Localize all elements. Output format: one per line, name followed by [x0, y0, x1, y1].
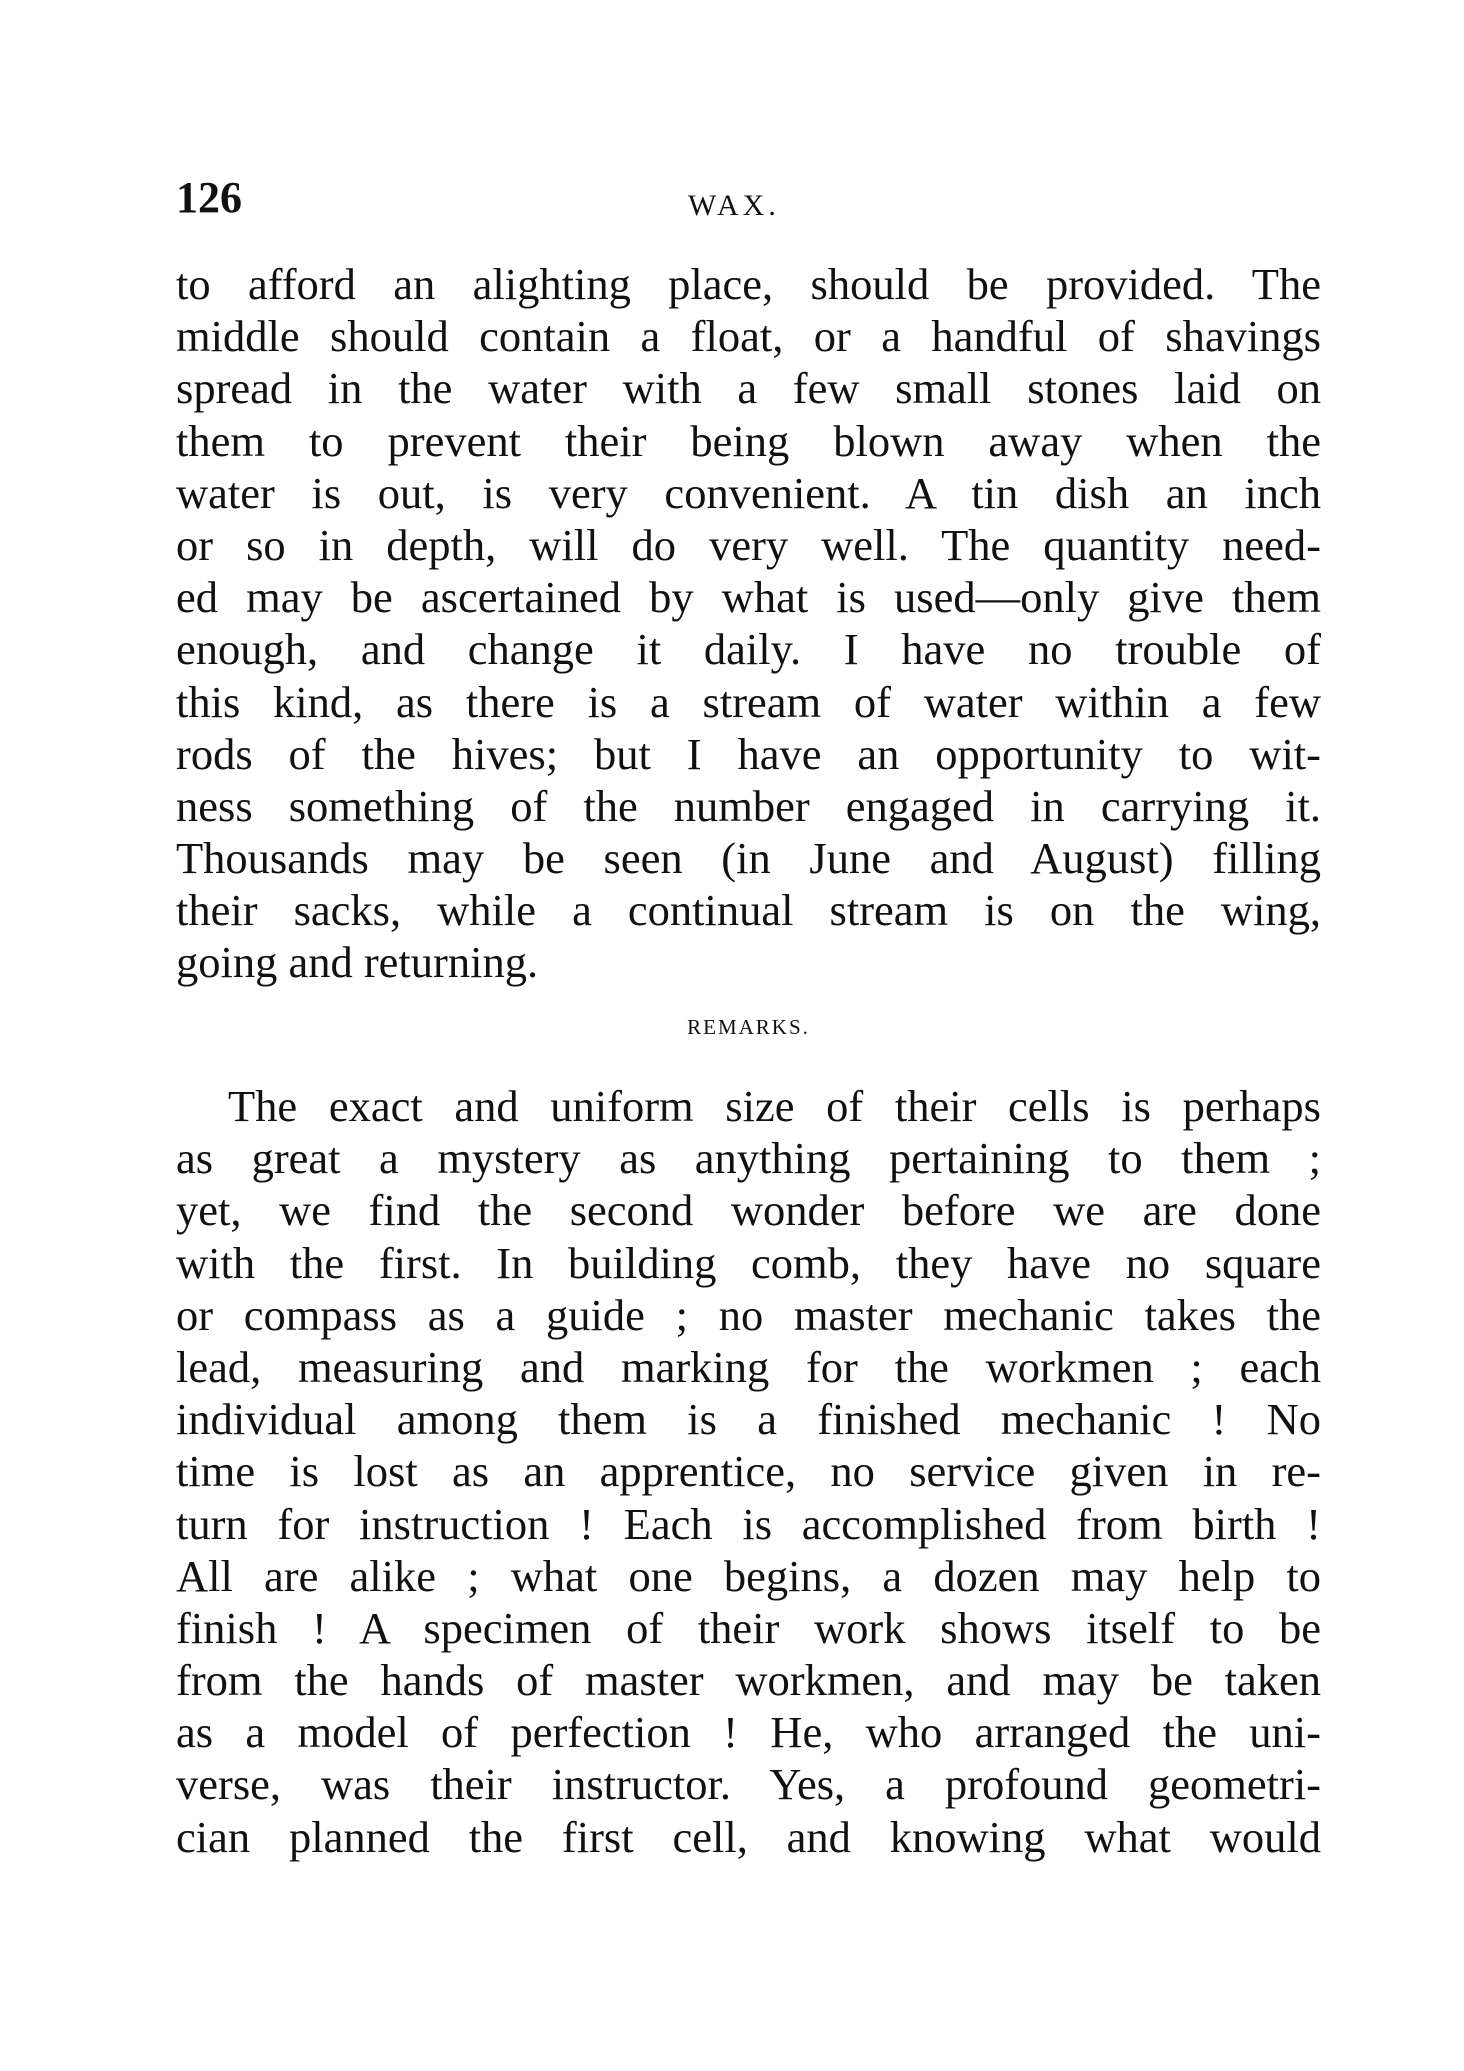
- text-line: to afford an alighting place, should be provided. The: [176, 259, 1321, 309]
- text-line: ness something of the number engaged in carrying it.: [176, 780, 1321, 831]
- page-number: 126: [176, 173, 242, 222]
- text-line: with the first. In building comb, they have no square: [176, 1237, 1321, 1288]
- text-line: middle should contain a float, or a handful of shavings: [176, 311, 1321, 362]
- paragraph-remarks: [176, 1080, 1321, 1863]
- text-line: from the hands of master workmen, and may be taken: [176, 1655, 1321, 1706]
- text-line: or so in depth, will do very well. The quantity need-: [176, 519, 1321, 570]
- text-line: water is out, is very convenient. A tin dish an inch: [176, 467, 1321, 518]
- text-line: All are alike ; what one begins, a dozen may help to: [176, 1550, 1321, 1601]
- text-line: yet, we find the second wonder before we are done: [176, 1185, 1321, 1236]
- text-line: lead, measuring and marking for the workmen ; each: [176, 1341, 1321, 1392]
- text-line: individual among them is a finished mechanic ! No: [176, 1394, 1321, 1445]
- text-line: rods of the hives; but I have an opportunity to wit-: [176, 728, 1321, 779]
- text-line: ed may be ascertained by what is used—only give them: [176, 572, 1321, 623]
- text-line: time is lost as an apprentice, no service given in re-: [176, 1446, 1321, 1497]
- text-line: turn for instruction ! Each is accomplished from birth !: [176, 1498, 1321, 1549]
- text-line: or compass as a guide ; no master mechanic takes the: [176, 1289, 1321, 1340]
- text-line: verse, was their instructor. Yes, a profound geometri-: [176, 1759, 1321, 1810]
- text-line: Thousands may be seen (in June and August) filling: [176, 833, 1321, 884]
- text-line: this kind, as there is a stream of water within a few: [176, 676, 1321, 727]
- text-line: The exact and uniform size of their cells is perhaps: [228, 1081, 1321, 1131]
- text-line: spread in the water with a few small stones laid on: [176, 363, 1321, 414]
- text-line: as a model of perfection ! He, who arranged the uni-: [176, 1707, 1321, 1758]
- text-line: as great a mystery as anything pertaining to them ;: [176, 1133, 1321, 1184]
- page-header: [176, 168, 1321, 228]
- text-line: finish ! A specimen of their work shows itself to be: [176, 1602, 1321, 1653]
- section-heading: REMARKS.: [687, 1015, 810, 1039]
- text-line: cian planned the first cell, and knowing what would: [176, 1811, 1321, 1862]
- text-line: their sacks, while a continual stream is on the wing,: [176, 885, 1321, 936]
- running-head: WAX.: [688, 189, 780, 222]
- paragraph-continuation: [176, 258, 1321, 989]
- text-line: going and returning.: [176, 937, 539, 988]
- text-line: them to prevent their being blown away when the: [176, 415, 1321, 466]
- text-line: enough, and change it daily. I have no trouble of: [176, 624, 1321, 675]
